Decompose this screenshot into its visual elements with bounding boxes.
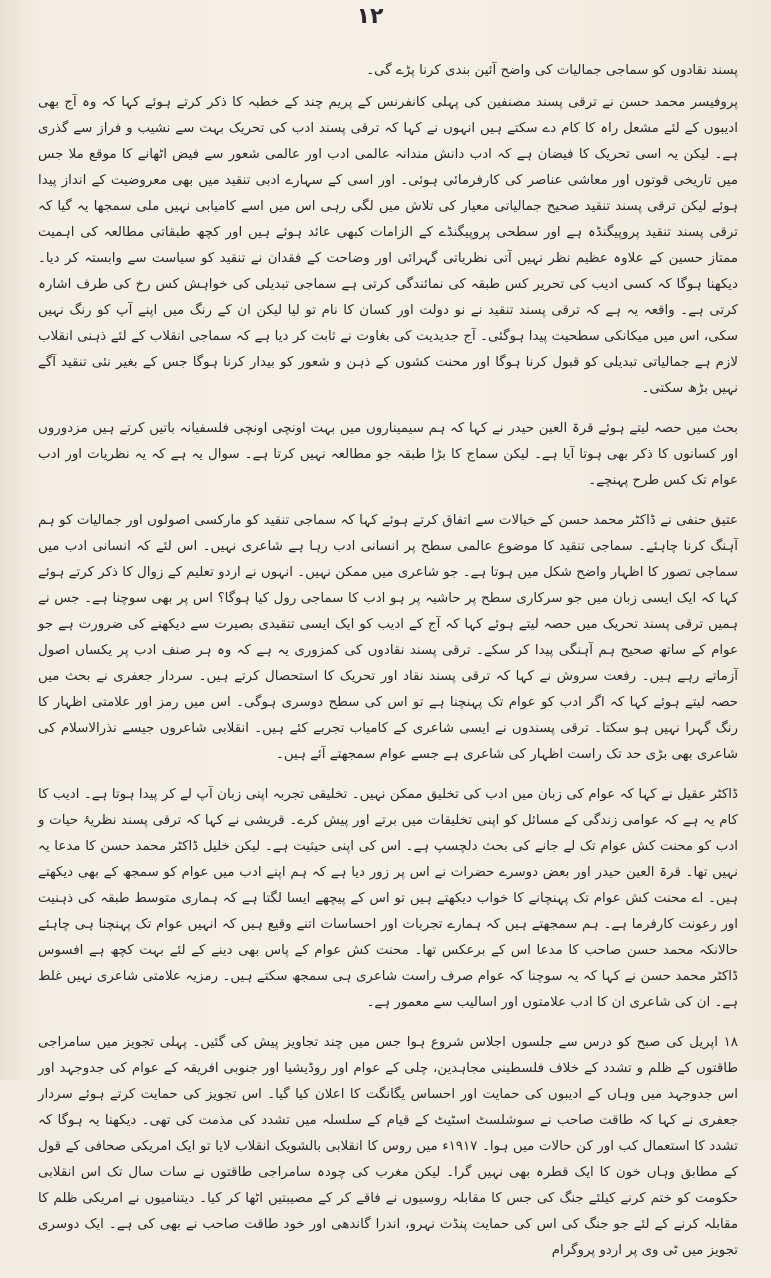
paragraph: ڈاکٹر عقیل نے کہا کہ عوام کی زبان میں ادب کی تخلیق ممکن نہیں۔ تخلیقی تجربہ اپنی زبان آپ لے کر پیدا ہوتا ہے۔ ادیب کا کام یہ ہے کہ عوامی زندگی کے مسائل کو اپنی تخلیقات میں برتے اور پیش کرے۔ قریشی نے کہا کہ ترقی پسند نظریۂ حیات و ادب کو محنت کش عوام تک لے جانے کی بحث دلچسپ ہے۔ اس کی اپنی حیثیت ہے۔ لیکن خلیل ڈاکٹر محمد حسن کا مدعا یہ نہیں تھا۔ قرۃ العین حیدر اور بعض دوسرے حضرات نے اس پر زور دیا ہے کہ ہم اپنے ادب میں عوام کو سمجھ کے بھی دیکھتے ہیں۔ اے محنت کش عوام تک پہنچانے کا خواب دیکھتے ہیں تو اس کے پیچھے ایسا لگتا ہے کہ ہماری متوسط طبقہ کی ذہنیت اور رعونت کارفرما ہے۔ ہم سمجھتے ہیں کہ ہمارے تجربات اور احساسات اتنے وقیع ہیں کہ انہیں عوام تک پہنچنا ہی چاہئے حالانکہ محمد حسن صاحب کا مدعا اس کے برعکس تھا۔ محنت کش عوام کے پاس بھی دینے کے لئے بہت کچھ ہے افسوس ڈاکٹر محمد حسن نے کہا کہ یہ سوچنا کہ عوام صرف راست شاعری ہی سمجھ سکتے ہیں۔ رمزیہ علامتی شاعری نہیں غلط ہے۔ ان کی شاعری ان کا ادب علامتوں اور اسالیب سے معمور ہے۔	[38, 787, 738, 1010]
paragraph: پسند نقادوں کو سماجی جمالیات کی واضح آئین بندی کرنا پڑے گی۔	[366, 63, 738, 78]
paragraph: عتیق حنفی نے ڈاکٹر محمد حسن کے خیالات سے اتفاق کرتے ہوئے کہا کہ سماجی تنقید کو مارکسی اصولوں اور جمالیات کو ہم آہنگ کرنا چاہئے۔ سماجی تنقید کا موضوع عالمی سطح پر انسانی ادب رہا ہے شاعری نہیں۔ اس لئے کہ انسانی ادب میں سماجی تصور کا اظہار واضح شکل میں ہوتا ہے۔ جو شاعری میں ممکن نہیں۔ انہوں نے اردو تعلیم کے زوال کا ذکر کرتے ہوئے کہا کہ ایک ایسی زبان میں جو سرکاری سطح پر حاشیہ پر ہو ادب کا سماجی رول کیا ہوگا؟ اس پر بھی سوچنا ہے۔ جس نے ہمیں ترقی پسند تحریک میں حصہ لیتے ہوئے کہا کہ آج کے ادیب کو ایک ایسی تنقیدی بصیرت سے دیکھنے کی ضرورت ہے جو عوام کے ساتھ صحیح ہم آہنگی پیدا کر سکے۔ ترقی پسند نقادوں کی کمزوری یہ ہے کہ وہ ہر صنف ادب پر یکساں اصول آزماتے رہے ہیں۔ رفعت سروش نے کہا کہ ترقی پسند نقاد اور تحریک کا استحصال کرتے ہیں۔ سردار جعفری نے بحث میں حصہ لیتے ہوئے کہا کہ اگر ادب کو عوام تک پہنچنا ہے تو اس کی سطح دوسری ہوگی۔ اس میں رمز اور علامتی اظہار کا رنگ گہرا نہیں ہو سکتا۔ ترقی پسندوں نے ایسی شاعری کے کامیاب تجربے کئے ہیں۔ انقلابی شاعروں جیسے نذرالاسلام کی شاعری بھی بڑی حد تک راست اظہار کی شاعری ہے جسے عوام سمجھتے آئے ہیں۔	[38, 513, 738, 762]
page-number: ۱۲	[356, 4, 384, 29]
paragraph: ۱۸ اپریل کی صبح کو درس سے جلسوں اجلاس شروع ہوا جس میں چند تجاویز پیش کی گئیں۔ پہلی تجویز میں سامراجی طاقتوں کے ظلم و تشدد کے خلاف فلسطینی مجاہدین، چلی کے عوام اور روڈیشیا اور جنوبی افریقہ کے عوام کی جدوجہد اور اس جدوجہد میں وہاں کے ادیبوں کی حمایت اور احساس یگانگت کا اعلان کیا گیا۔ اس تجویز کی حمایت کرتے ہوئے سردار جعفری نے کہا کہ طاقت صاحب نے سوشلسٹ اسٹیٹ کے قیام کے سلسلہ میں تشدد کی مذمت کی تھی۔ دیکھنا یہ ہوگا کہ تشدد کا استعمال کب اور کن حالات میں ہوا۔ ۱۹۱۷ء میں روس کا انقلابی بالشویک انقلاب لایا تو ایک امریکی صحافی کے قول کے مطابق وہاں خون کا ایک قطرہ بھی نہیں گرا۔ لیکن مغرب کی چودہ سامراجی طاقتوں نے سات سال تک اس انقلابی حکومت کو ختم کرنے کیلئے جنگ کی جس کا مقابلہ روسیوں نے فاقے کر کے مصیبتیں اٹھا کر کیا۔ دیتنامیوں نے امریکی ظلم کا مقابلہ کرنے کے لئے جو جنگ کی اس کی حمایت پنڈت نہرو، اندرا گاندھی اور خود طاقت صاحب نے بھی کی ہے۔ ایک دوسری تجویز میں ٹی وی پر اردو پروگرام	[38, 1035, 738, 1258]
paragraph: پروفیسر محمد حسن نے ترقی پسند مصنفین کی پہلی کانفرنس کے پریم چند کے خطبہ کا ذکر کرتے ہوئے کہا کہ وہ آج بھی ادیبوں کے لئے مشعل راہ کا کام دے سکتے ہیں انہوں نے کہا کہ ترقی پسند ادب کی تحریک بہت سے نشیب و فراز سے گذری ہے۔ لیکن یہ اسی تحریک کا فیضان ہے کہ ادب دانش مندانہ عالمی ادب اور عالمی شعور سے فیض اٹھانے کا موقع ملا جس میں تاریخی قوتوں اور معاشی عناصر کی کارفرمائی ہوئی۔ اور اسی کے سہارے ادبی تنقید میں بھی معروضیت کے انداز پیدا ہوئے لیکن ترقی پسند تنقید صحیح جمالیاتی معیار کی تلاش میں لگی رہی اس میں اسے کامیابی نہیں ملی سمجھا یہ گیا کہ ترقی پسند تنقید پروپیگنڈہ ہے اور سطحی پروپیگنڈے کے الزامات کبھی عائد ہوئے ہیں اور کچھ طبقاتی مطالعہ کی اہمیت ممتاز حسین کے علاوہ عظیم نظر نہیں آتی نظریاتی گہرائی اور وضاحت کے فقدان نے تنقید کو سیاست سے وابستہ کر دیا۔ دیکھنا ہوگا کہ کسی ادیب کی تحریر کس طبقہ کی نمائندگی کرتی ہے سماجی تبدیلی کی خواہش کس رخ کی طرف اشارہ کرتی ہے۔ واقعہ یہ ہے کہ ترقی پسند تنقید نے نو دولت اور کسان کا نام تو لیا لیکن ان کے رنگ میں اپنے آپ کو رنگ نہیں سکی، اس میں میکانکی سطحیت پیدا ہوگئی۔ آج جدیدیت کی بغاوت نے ثابت کر دیا ہے کہ سماجی انقلاب کے لئے ذہنی انقلاب لازم ہے جمالیاتی تبدیلی کو قبول کرنا ہوگا اور محنت کشوں کے ذہن و شعور کو بیدار کرنا ہوگا جس کے بغیر نئی تنقید آگے نہیں بڑھ سکتی۔	[38, 95, 738, 396]
paragraph: بحث میں حصہ لیتے ہوئے قرۃ العین حیدر نے کہا کہ ہم سیمیناروں میں بہت اونچی اونچی فلسفیانہ باتیں کرتے ہیں مزدوروں اور کسانوں کا ذکر بھی ہوتا آیا ہے۔ لیکن سماج کا بڑا طبقہ جو مطالعہ نہیں کرتا ہے۔ سوال یہ ہے کہ یہ نظریات اور ادب عوام تک کس طرح پہنچے۔	[38, 421, 738, 488]
article-body	[38, 58, 738, 1278]
